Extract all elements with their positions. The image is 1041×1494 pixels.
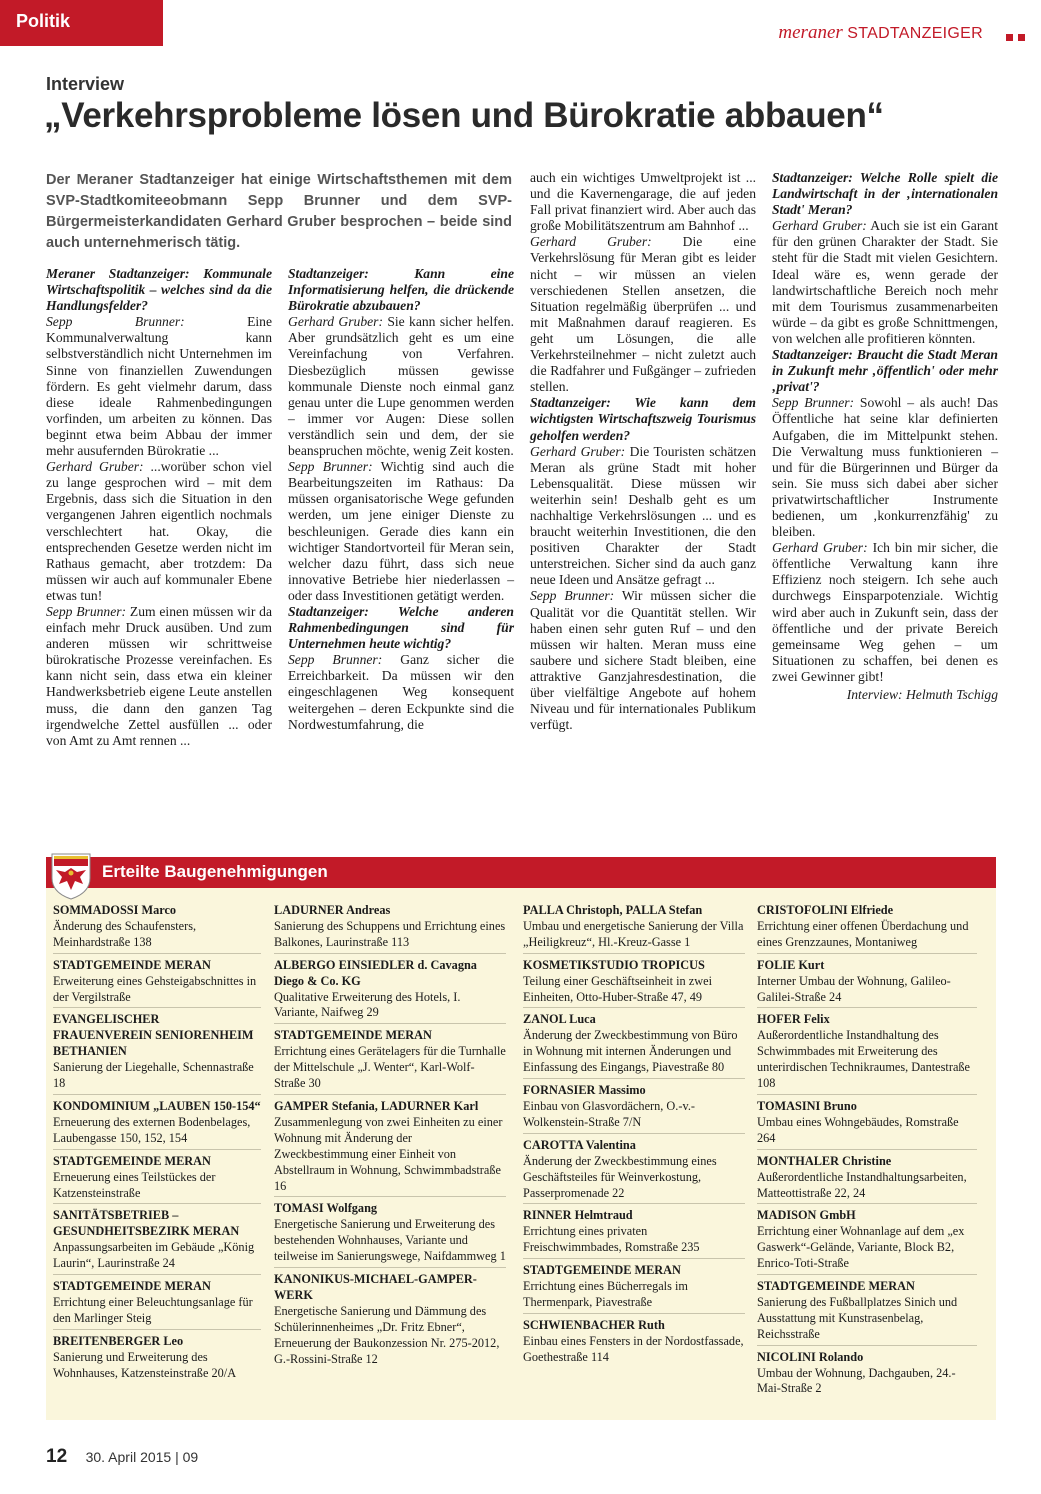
permit-applicant: RINNER Helmtraud (523, 1208, 633, 1223)
answer: auch ein wichtiges Umweltprojekt ist ... und die Kavernengarage, die auf jeden Fall privat finanziert wird. Aber auch das große Mobilitätszentrum am Bahnhof ... (530, 170, 756, 234)
permit-divider (757, 953, 977, 954)
permit-entry (53, 1012, 261, 1092)
question: Stadtanzeiger: Kann eine Informatisierung helfen, die drückende Bürokratie abzubauen? (288, 266, 514, 314)
permit-applicant: MADISON GmbH (757, 1208, 856, 1223)
speaker: Sepp Brunner: (772, 395, 855, 411)
permits-column-4 (757, 903, 977, 1399)
answer: Ich bin mir sicher, die öffentliche Verwaltung kann ihre Effizienz noch steigern. Ich sehe auch durchwegs Einsparpotenziale. Wichtig wird aber auch in Zukunft sein, dass der öffentliche und der private Bereich gemeinsame Weg gehen – um Situationen zu schaffen, bei denen es zwei Gewinner gibt! (772, 540, 998, 684)
permit-description: Einbau von Glasvordächern, O.-v.-Wolkenstein-Straße 7/N (523, 1098, 695, 1129)
permit-applicant: STADTGEMEINDE MERAN (523, 1263, 681, 1278)
permit-entry (274, 1028, 506, 1092)
question: Stadtanzeiger: Welche anderen Rahmenbedingungen sind für Unternehmen heute wichtig? (288, 603, 514, 652)
permit-description: Umbau und energetische Sanierung der Villa „Heiligkreuz“, Hl.-Kreuz-Gasse 1 (523, 918, 744, 949)
permit-divider (523, 1133, 745, 1134)
permit-applicant: TOMASI Wolfgang (274, 1201, 378, 1216)
speaker: Sepp Brunner: (46, 314, 185, 330)
permit-divider (757, 1274, 977, 1275)
permit-entry (523, 903, 745, 951)
permit-divider (274, 1023, 506, 1024)
permit-applicant: SCHWIENBACHER Ruth (523, 1317, 665, 1332)
permit-description: Errichtung eines privaten Freischwimmbades, Romstraße 235 (523, 1224, 700, 1255)
permit-entry (523, 1083, 745, 1131)
interview-credit: Interview: Helmuth Tschigg (846, 687, 998, 702)
permit-entry (53, 1334, 261, 1382)
permit-entry (53, 958, 261, 1006)
permits-title: Erteilte Baugenehmigungen (102, 862, 328, 881)
permit-description: Außerordentliche Instandhaltung des Schwimmbades mit Erweiterung des unterirdischen Technikraumes, Dantestraße 108 (757, 1028, 971, 1091)
permit-description: Errichtung einer Wohnanlage auf dem „ex Gaswerk“-Gelände, Variante, Block B2, Enrico-Toti-Straße (757, 1224, 965, 1271)
permit-description: Änderung des Schaufensters, Meinhardstraße 138 (53, 918, 197, 949)
permit-applicant: ALBERGO EINSIEDLER d. Cavagna Diego & Co. KG (274, 957, 477, 988)
permit-applicant: CAROTTA Valentina (523, 1137, 636, 1152)
page-number: 12 (46, 1446, 68, 1467)
speaker: Gerhard Gruber: (530, 234, 652, 250)
permit-description: Sanierung der Liegehalle, Schennastraße 18 (53, 1060, 254, 1091)
permit-applicant: BREITENBERGER Leo (53, 1333, 184, 1348)
permit-description: Teilung einer Geschäftseinheit in zwei Einheiten, Otto-Huber-Straße 47, 49 (523, 973, 712, 1004)
permit-description: Zusammenlegung von zwei Einheiten zu einer Wohnung mit Änderung der Zweckbestimmung einer Einheit von Abstellraum in Wohnung, Schwimmbadstraße 16 (274, 1114, 503, 1193)
permit-entry (757, 958, 977, 1006)
permit-entry (274, 1272, 506, 1367)
permit-description: Erneuerung des externen Bodenbelages, Laubengasse 150, 152, 154 (53, 1114, 251, 1145)
speaker: Gerhard Gruber: (46, 459, 144, 475)
permit-divider (757, 1203, 977, 1204)
speaker: Gerhard Gruber: (530, 443, 626, 459)
speaker: Gerhard Gruber: (772, 218, 867, 234)
masthead-logo (778, 22, 983, 44)
permit-applicant: HOFER Felix (757, 1012, 830, 1027)
speaker: Gerhard Gruber: (288, 314, 383, 330)
permit-entry (53, 1099, 261, 1147)
article-column-4 (772, 170, 998, 703)
permit-applicant: LADURNER Andreas (274, 903, 391, 917)
permit-applicant: SANITÄTSBETRIEB – GESUNDHEITSBEZIRK MERAN (53, 1208, 240, 1239)
permit-applicant: CRISTOFOLINI Elfriede (757, 903, 894, 917)
permit-divider (53, 1203, 261, 1204)
permit-divider (523, 1007, 745, 1008)
permit-applicant: STADTGEMEINDE MERAN (274, 1028, 432, 1043)
section-label: Politik (16, 11, 71, 31)
article-headline: „Verkehrsprobleme lösen und Bürokratie abbauen“ (44, 96, 884, 135)
permits-column-3 (523, 903, 745, 1368)
permit-description: Änderung der Zweckbestimmung eines Geschäftsteiles für Weinverkostung, Passerpromenade 22 (523, 1153, 717, 1200)
permit-entry (757, 1208, 977, 1272)
permit-applicant: EVANGELISCHER FRAUENVEREIN SENIORENHEIM BETHANIEN (53, 1012, 254, 1059)
masthead-main: STADTANZEIGER (847, 25, 983, 42)
permit-description: Außerordentliche Instandhaltungsarbeiten, Matteottistraße 22, 24 (757, 1169, 967, 1200)
permit-divider (53, 1094, 261, 1095)
permits-column-1 (53, 903, 261, 1383)
speaker: Sepp Brunner: (46, 603, 127, 619)
article-kicker: Interview (46, 74, 125, 94)
permit-divider (53, 1329, 261, 1330)
question: Stadtanzeiger: Welche Rolle spielt die Landwirtschaft in der ‚internationalen Stadt' Meran? (772, 170, 998, 218)
permit-divider (757, 1149, 977, 1150)
permit-entry (53, 1279, 261, 1327)
answer: Die eine Verkehrslösung für Meran gibt es leider nicht – wir müssen an vielen verschiedenen Stellen ansetzen, die Situation regelmäßig überprüfen ... und mit Maßnahmen darauf reagieren. Es geht um Lösungen, die alle Verkehrsteilnehmer – nicht zuletzt auch die Radfahrer und Fußgänger – zufrieden stellen. (530, 234, 756, 395)
section-tab (0, 0, 163, 46)
issue-date: 30. April 2015 | 09 (85, 1449, 199, 1465)
permit-description: Einbau eines Fensters in der Nordostfassade, Goethestraße 114 (523, 1333, 744, 1364)
permit-description: Erneuerung eines Teilstückes der Katzensteinstraße (53, 1169, 216, 1200)
permit-entry (757, 903, 977, 951)
answer: Wichtig sind auch die Bearbeitungszeiten im Rathaus: Da müssen organisatorische Wege gefunden werden, um jene einiger Dienste zu beschleunigen. Gerade dies kann ein wichtiger Standortvorteil für Meran sein, welcher dazu führt, dass sich neue innovative Betriebe hier niederlassen – oder dass Investitionen getätigt werden. (288, 459, 514, 603)
answer: Auch sie ist ein Garant für den grünen Charakter der Stadt. Sie steht für die Stadt mit vielen Gesichtern. Ideal wäre es, wenn gerade der landwirtschaftliche Bereich noch mehr mit dem Tourismus zusammenarbeiten würde – da gibt es große Schnittmengen, von welchen alle profitieren könnten. (772, 218, 998, 346)
answer: Ganz sicher die Erreichbarkeit. Da müssen wir den eingeschlagenen Weg konsequent weitergehen – deren Eckpunkte sind die Nordwestumfahrung, die (288, 652, 514, 732)
permit-applicant: FORNASIER Massimo (523, 1083, 646, 1098)
answer: Wir müssen sicher die Qualität vor die Quantität stellen. Wir haben einen sehr guten Ruf – und den müssen wir halten. Meran muss eine saubere und sichere Stadt bleiben, eine attraktive Ganzjahresdestination, die über vielfältige Angebote auf hohem Niveau und für internationales Publikum verfügt. (530, 588, 756, 733)
speaker: Sepp Brunner: (288, 459, 373, 475)
permit-applicant: STADTGEMEINDE MERAN (53, 957, 211, 972)
answer: Sie kann sicher helfen. Aber grundsätzlich geht es um eine Vereinfachung von Verfahren. Diesbezüglich müssen gewisse kommunale Dienste noch einmal ganz genau unter die Lupe genommen werden – immer vor Augen: Diese sollen verständlich sein und dem, der sie beanspruchen möchte, wenig Zeit kosten. (288, 314, 514, 459)
permit-applicant: NICOLINI Rolando (757, 1349, 864, 1364)
speaker: Sepp Brunner: (530, 588, 615, 604)
permit-description: Sanierung des Fußballplatzes Sinich und Ausstattung mit Kunstrasenbelag, Reichsstraße (757, 1294, 958, 1341)
permit-applicant: FOLIE Kurt (757, 957, 825, 972)
permit-divider (523, 1203, 745, 1204)
permit-applicant: KOSMETIKSTUDIO TROPICUS (523, 957, 705, 972)
permit-applicant: STADTGEMEINDE MERAN (53, 1153, 211, 1168)
answer: Sowohl – als auch! Das Öffentliche hat seine klar definierten Aufgaben, die im Mittelpunkt stehen. Die Verwaltung muss funktionieren – und für die Bürgerinnen und Bürger da sein. Sie muss sich dabei aber sicher privatwirtschaftlicher Instrumente bedienen, um ‚konkurrenzfähig' zu bleiben. (772, 395, 998, 540)
speaker: Sepp Brunner: (288, 652, 383, 668)
permits-column-2 (274, 903, 506, 1369)
permit-entry (53, 1208, 261, 1272)
permit-entry (274, 903, 506, 951)
permit-divider (757, 1094, 977, 1095)
permit-description: Errichtung einer offenen Überdachung und eines Grenzzaunes, Montaniweg (757, 918, 969, 949)
question: Meraner Stadtanzeiger: Kommunale Wirtschaftspolitik – welches sind da die Handlungsfelder? (46, 266, 272, 314)
permit-applicant: KANONIKUS-MICHAEL-GAMPER-WERK (274, 1272, 477, 1302)
permit-entry (757, 1099, 977, 1147)
page-footer (46, 1446, 198, 1468)
masthead-script: meraner (778, 22, 843, 43)
permit-entry (757, 1350, 977, 1398)
permit-divider (757, 1345, 977, 1346)
permit-description: Umbau der Wohnung, Dachgauben, 24.-Mai-Straße 2 (757, 1365, 956, 1396)
permit-divider (274, 953, 506, 954)
permit-entry (53, 903, 261, 951)
permit-entry (523, 958, 745, 1006)
permit-divider (757, 1007, 977, 1008)
permits-header (46, 857, 996, 888)
permit-applicant: PALLA Christoph, PALLA Stefan (523, 903, 703, 917)
permit-entry (53, 1154, 261, 1202)
permit-entry (523, 1263, 745, 1311)
permit-entry (523, 1208, 745, 1256)
article-column-3 (530, 170, 756, 733)
permit-applicant: TOMASINI Bruno (757, 1098, 857, 1113)
permit-description: Energetische Sanierung und Erweiterung des bestehenden Wohnhauses, Variante und teilweise im Sanierungswege, Naifdammweg 1 (274, 1217, 506, 1264)
permit-divider (274, 1267, 506, 1268)
permit-divider (274, 1094, 506, 1095)
permit-applicant: STADTGEMEINDE MERAN (53, 1279, 211, 1294)
permit-applicant: KONDOMINIUM „LAUBEN 150-154“ (53, 1098, 261, 1113)
permit-applicant: GAMPER Stefania, LADURNER Karl (274, 1098, 479, 1113)
permit-description: Anpassungsarbeiten im Gebäude „König Laurin“, Laurinstraße 24 (53, 1240, 255, 1271)
permit-divider (53, 1007, 261, 1008)
permit-description: Errichtung eines Gerätelagers für die Turnhalle der Mittelschule „J. Wenter“, Karl-Wolf-Straße 30 (274, 1044, 506, 1091)
merano-crest-icon (50, 852, 92, 900)
permit-entry (523, 1318, 745, 1366)
speaker: Gerhard Gruber: (772, 540, 868, 556)
article-column-1 (46, 266, 272, 749)
permit-applicant: SOMMADOSSI Marco (53, 903, 177, 917)
article-column-2 (288, 266, 514, 733)
permit-divider (523, 953, 745, 954)
permit-description: Interner Umbau der Wohnung, Galileo-Galilei-Straße 24 (757, 973, 951, 1004)
permit-description: Änderung der Zweckbestimmung von Büro in Wohnung mit internen Änderungen und Einfassung des Eingangs, Piavestraße 80 (523, 1028, 738, 1075)
permit-applicant: STADTGEMEINDE MERAN (757, 1279, 915, 1294)
masthead-squares-icon (1001, 28, 1025, 46)
permit-description: Qualitative Erweiterung des Hotels, I. Variante, Naifweg 29 (274, 989, 461, 1020)
permit-divider (53, 1274, 261, 1275)
question: Stadtanzeiger: Wie kann dem wichtigsten Wirtschaftszweig Tourismus geholfen werden? (530, 395, 756, 443)
permit-applicant: ZANOL Luca (523, 1012, 596, 1027)
permit-entry (523, 1138, 745, 1202)
permit-description: Errichtung eines Bücherregals im Thermenpark, Piavestraße (523, 1279, 688, 1309)
permit-description: Errichtung einer Beleuchtungsanlage für den Marlinger Steig (53, 1294, 253, 1325)
permit-divider (523, 1258, 745, 1259)
permit-entry (274, 1201, 506, 1265)
permit-entry (757, 1012, 977, 1092)
permit-divider (53, 953, 261, 954)
permit-description: Energetische Sanierung und Dämmung des Schülerinnenheimes „Dr. Fritz Ebner“, Erneuerung der Baukonzession Nr. 275-2012, G.-Rossini-Straße 12 (274, 1303, 500, 1366)
answer: Zum einen müssen wir da einfach mehr Druck ausüben. Und zum anderen müssen wir schrittweise bürokratische Prozesse vereinfachen. Es kann nicht sein, dass etwa ein kleiner Handwerksbetrieb eigene Leute anstellen muss, die dann den ganzen Tag irgendwelche Zettel ausfüllen ... oder von Amt zu Amt rennen ... (46, 603, 272, 748)
answer: ...worüber schon viel zu lange gesprochen wird – mit dem Ergebnis, dass sich die Situation in den vergangenen Jahren eigentlich nochmals verschlechtert hat. Okay, die entsprechenden Gesetze werden nicht im Rathaus gemacht, aber trotzdem: Da müssen wir auch auf kommunaler Ebene etwas tun! (46, 459, 272, 603)
permit-divider (53, 1149, 261, 1150)
permit-entry (274, 958, 506, 1022)
permit-divider (274, 1196, 506, 1197)
permit-entry (523, 1012, 745, 1076)
permit-description: Umbau eines Wohngebäudes, Romstraße 264 (757, 1114, 959, 1145)
permit-entry (757, 1154, 977, 1202)
answer: Eine Kommunalverwaltung kann selbstverständlich nicht Unternehmen im Sinne von finanziellen Zuwendungen fördern. Es geht vielmehr darum, dass diese ideale Rahmenbedingungen vorfinden, um arbeiten zu können. Das beginnt etwa beim Abbau der immer mehr ausufernden Bürokratie ... (46, 314, 272, 459)
permit-entry (757, 1279, 977, 1343)
permit-entry (274, 1099, 506, 1194)
permit-applicant: MONTHALER Christine (757, 1153, 892, 1168)
permit-description: Erweiterung eines Gehsteigabschnittes in der Vergilstraße (53, 973, 257, 1004)
permit-divider (523, 1078, 745, 1079)
permit-description: Sanierung und Erweiterung des Wohnhauses, Katzensteinstraße 20/A (53, 1349, 237, 1380)
answer: Die Touristen schätzen Meran als grüne Stadt mit hoher Lebensqualität. Diese müssen wir weiterhin sein! Deshalb geht es um nachhaltige Verkehrslösungen ... und es braucht weiterhin Investitionen, die den positiven Charakter der Stadt unterstreichen. Sicher sind da auch ganz neue Ideen und Ansätze gefragt ... (530, 443, 756, 588)
permit-description: Sanierung des Schuppens und Errichtung eines Balkones, Laurinstraße 113 (274, 918, 506, 949)
article-lead: Der Meraner Stadtanzeiger hat einige Wirtschaftsthemen mit dem SVP-Stadtkomiteeobmann Sepp Brunner und dem SVP-Bürgermeisterkandidaten Gerhard Gruber besprochen – beide sind auch unternehmerisch tätig. (46, 172, 512, 251)
question: Stadtanzeiger: Braucht die Stadt Meran in Zukunft mehr ‚öffentlich' oder mehr ‚privat'? (772, 347, 998, 395)
permit-divider (523, 1313, 745, 1314)
